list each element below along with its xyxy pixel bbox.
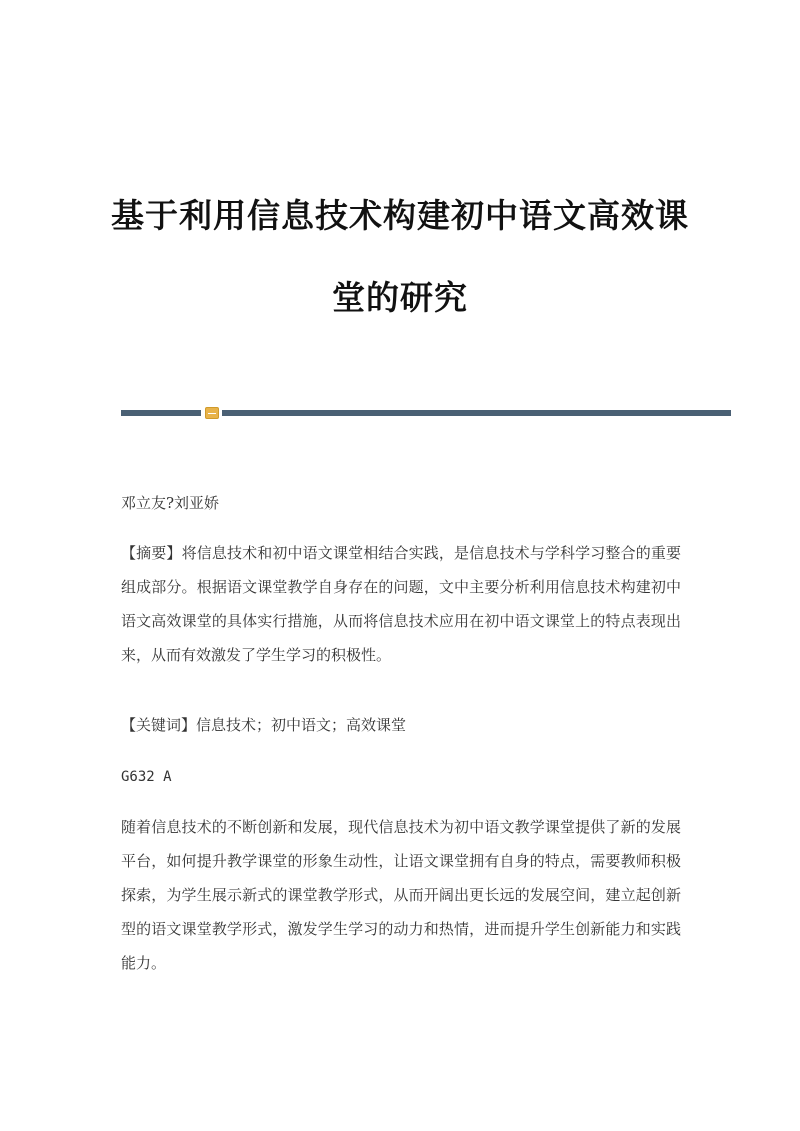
keywords [121, 708, 681, 742]
paper-title-line-2: 堂的研究 [332, 278, 468, 317]
body-paragraph: 随着信息技术的不断创新和发展，现代信息技术为初中语文教学课堂提供了新的发展平台，如何提升教学课堂的形象生动性，让语文课堂拥有自身的特点，需要教师积极探索，为学生展示新式的课堂教学形式，从而开阔出更长远的发展空间，建立起创新型的语文课堂教学形式，激发学生学习的动力和热情，进而提升学生创新能力和实践能力。 [121, 818, 681, 972]
paper-title-line-1: 基于利用信息技术构建初中语文高效课 [111, 196, 689, 235]
authors: 邓立友?刘亚娇 [121, 494, 220, 512]
abstract-label: 【摘要】 [121, 544, 182, 562]
classification-code: G632 A [121, 769, 172, 785]
title-divider [121, 407, 731, 417]
abstract [121, 536, 681, 672]
keywords-text: 信息技术；初中语文；高效课堂 [196, 716, 407, 734]
divider-bar-right [222, 410, 731, 416]
document-badge-icon [205, 407, 219, 419]
divider-bar-left [121, 410, 201, 416]
keywords-label: 【关键词】 [121, 716, 197, 734]
abstract-text: 将信息技术和初中语文课堂相结合实践，是信息技术与学科学习整合的重要组成部分。根据语文课堂教学自身存在的问题，文中主要分析利用信息技术构建初中语文高效课堂的具体实行措施，从而将信息技术应用在初中语文课堂上的特点表现出来，从而有效激发了学生学习的积极性。 [121, 544, 681, 664]
